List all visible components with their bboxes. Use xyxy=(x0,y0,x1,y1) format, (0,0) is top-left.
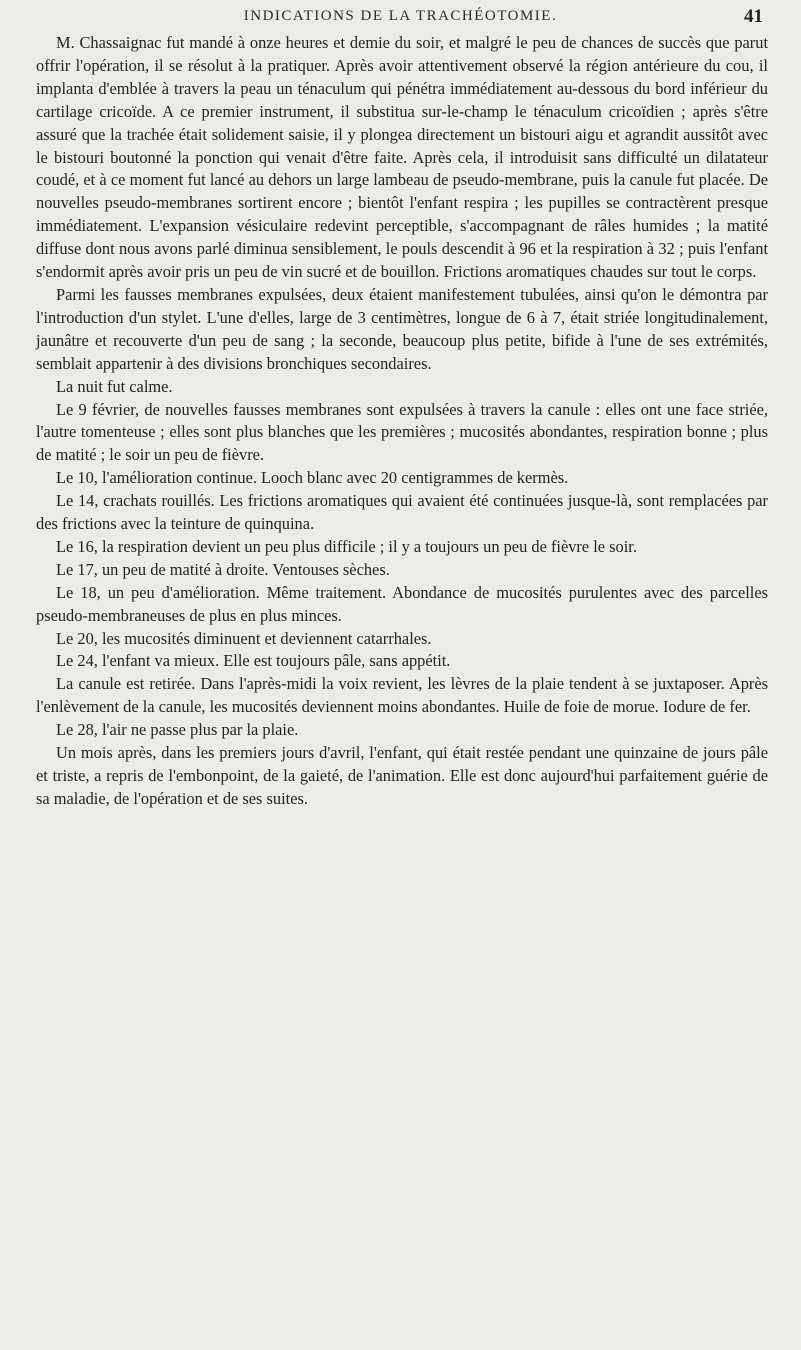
paragraph: Le 24, l'enfant va mieux. Elle est toujours pâle, sans appétit. xyxy=(56,651,451,671)
paragraph: La nuit fut calme. xyxy=(56,376,173,396)
page-body xyxy=(36,32,768,811)
paragraph: Le 17, un peu de matité à droite. Ventouses sèches. xyxy=(56,559,390,579)
paragraph: Parmi les fausses membranes expulsées, deux étaient manifestement tubulées, ainsi qu'on le démontra par l'introduction d'un stylet. L'une d'elles, large de 3 centimètres, longue de 6 à 7, était striée longitudinalement, jaunâtre et recouverte d'un peu de sang ; la seconde, beaucoup plus petite, bifide à l'une de ses extrémités, semblait appartenir à des divisions bronchiques secondaires. xyxy=(36,284,768,373)
paragraph: M. Chassaignac fut mandé à onze heures et demie du soir, et malgré le peu de chances de succès que parut offrir l'opération, il se résolut à la pratiquer. Après avoir attentivement observé la région antérieure du cou, il implanta d'emblée à travers la peau un ténaculum qui pénétra immédiatement au-dessous du bord inférieur du cartilage cricoïde. A ce premier instrument, il substitua sur-le-champ le ténaculum cricoïdien ; après s'être assuré que la trachée était solidement saisie, il y plongea directement un bistouri aigu et agrandit aussitôt avec le bistouri boutonné la ponction qui venait d'être faite. Après cela, il introduisit sans difficulté un dilatateur coudé, et à ce moment fut lancé au dehors un large lambeau de pseudo-membrane, puis la canule fut placée. De nouvelles pseudo-membranes sortirent encore ; bientôt l'enfant respira ; les pupilles se contractèrent presque immédiatement. L'expansion vésiculaire redevint perceptible, s'accompagnant de râles humides ; la matité diffuse dont nous avons parlé diminua sensiblement, le pouls descendit à 96 et la respiration à 32 ; puis l'enfant s'endormit après avoir pris un peu de vin sucré et de bouillon. Frictions aromatiques chaudes sur tout le corps. xyxy=(36,33,768,282)
paragraph: Le 9 février, de nouvelles fausses membranes sont expulsées à travers la canule : elles ont une face striée, l'autre tomenteuse ; elles sont plus blanches que les premières ; mucosités abondantes, respiration bonne ; plus de matité ; le soir un peu de fièvre. xyxy=(36,399,768,465)
paragraph: Un mois après, dans les premiers jours d'avril, l'enfant, qui était restée pendant une quinzaine de jours pâle et triste, a repris de l'embonpoint, de la gaieté, de l'animation. Elle est donc aujourd'hui parfaitement guérie de sa maladie, de l'opération et de ses suites. xyxy=(36,743,768,808)
paragraph: La canule est retirée. Dans l'après-midi la voix revient, les lèvres de la plaie tendent à se juxtaposer. Après l'enlèvement de la canule, les mucosités deviennent moins abondantes. Huile de foie de morue. Iodure de fer. xyxy=(36,674,768,717)
paragraph: Le 14, crachats rouillés. Les frictions aromatiques qui avaient été continuées jusque-là, sont remplacées par des frictions avec la teinture de quinquina. xyxy=(36,491,768,534)
paragraph: Le 16, la respiration devient un peu plus difficile ; il y a toujours un peu de fièvre le soir. xyxy=(56,536,637,556)
page-header xyxy=(0,6,801,30)
paragraph: Le 18, un peu d'amélioration. Même traitement. Abondance de mucosités purulentes avec des parcelles pseudo-membraneuses de plus en plus minces. xyxy=(36,582,768,625)
paragraph: Le 10, l'amélioration continue. Looch blanc avec 20 centigrammes de kermès. xyxy=(56,468,569,488)
running-head: INDICATIONS DE LA TRACHÉOTOMIE. xyxy=(243,8,558,24)
paragraph: Le 20, les mucosités diminuent et deviennent catarrhales. xyxy=(56,628,432,648)
page-number: 41 xyxy=(744,6,763,27)
paragraph: Le 28, l'air ne passe plus par la plaie. xyxy=(56,720,299,740)
